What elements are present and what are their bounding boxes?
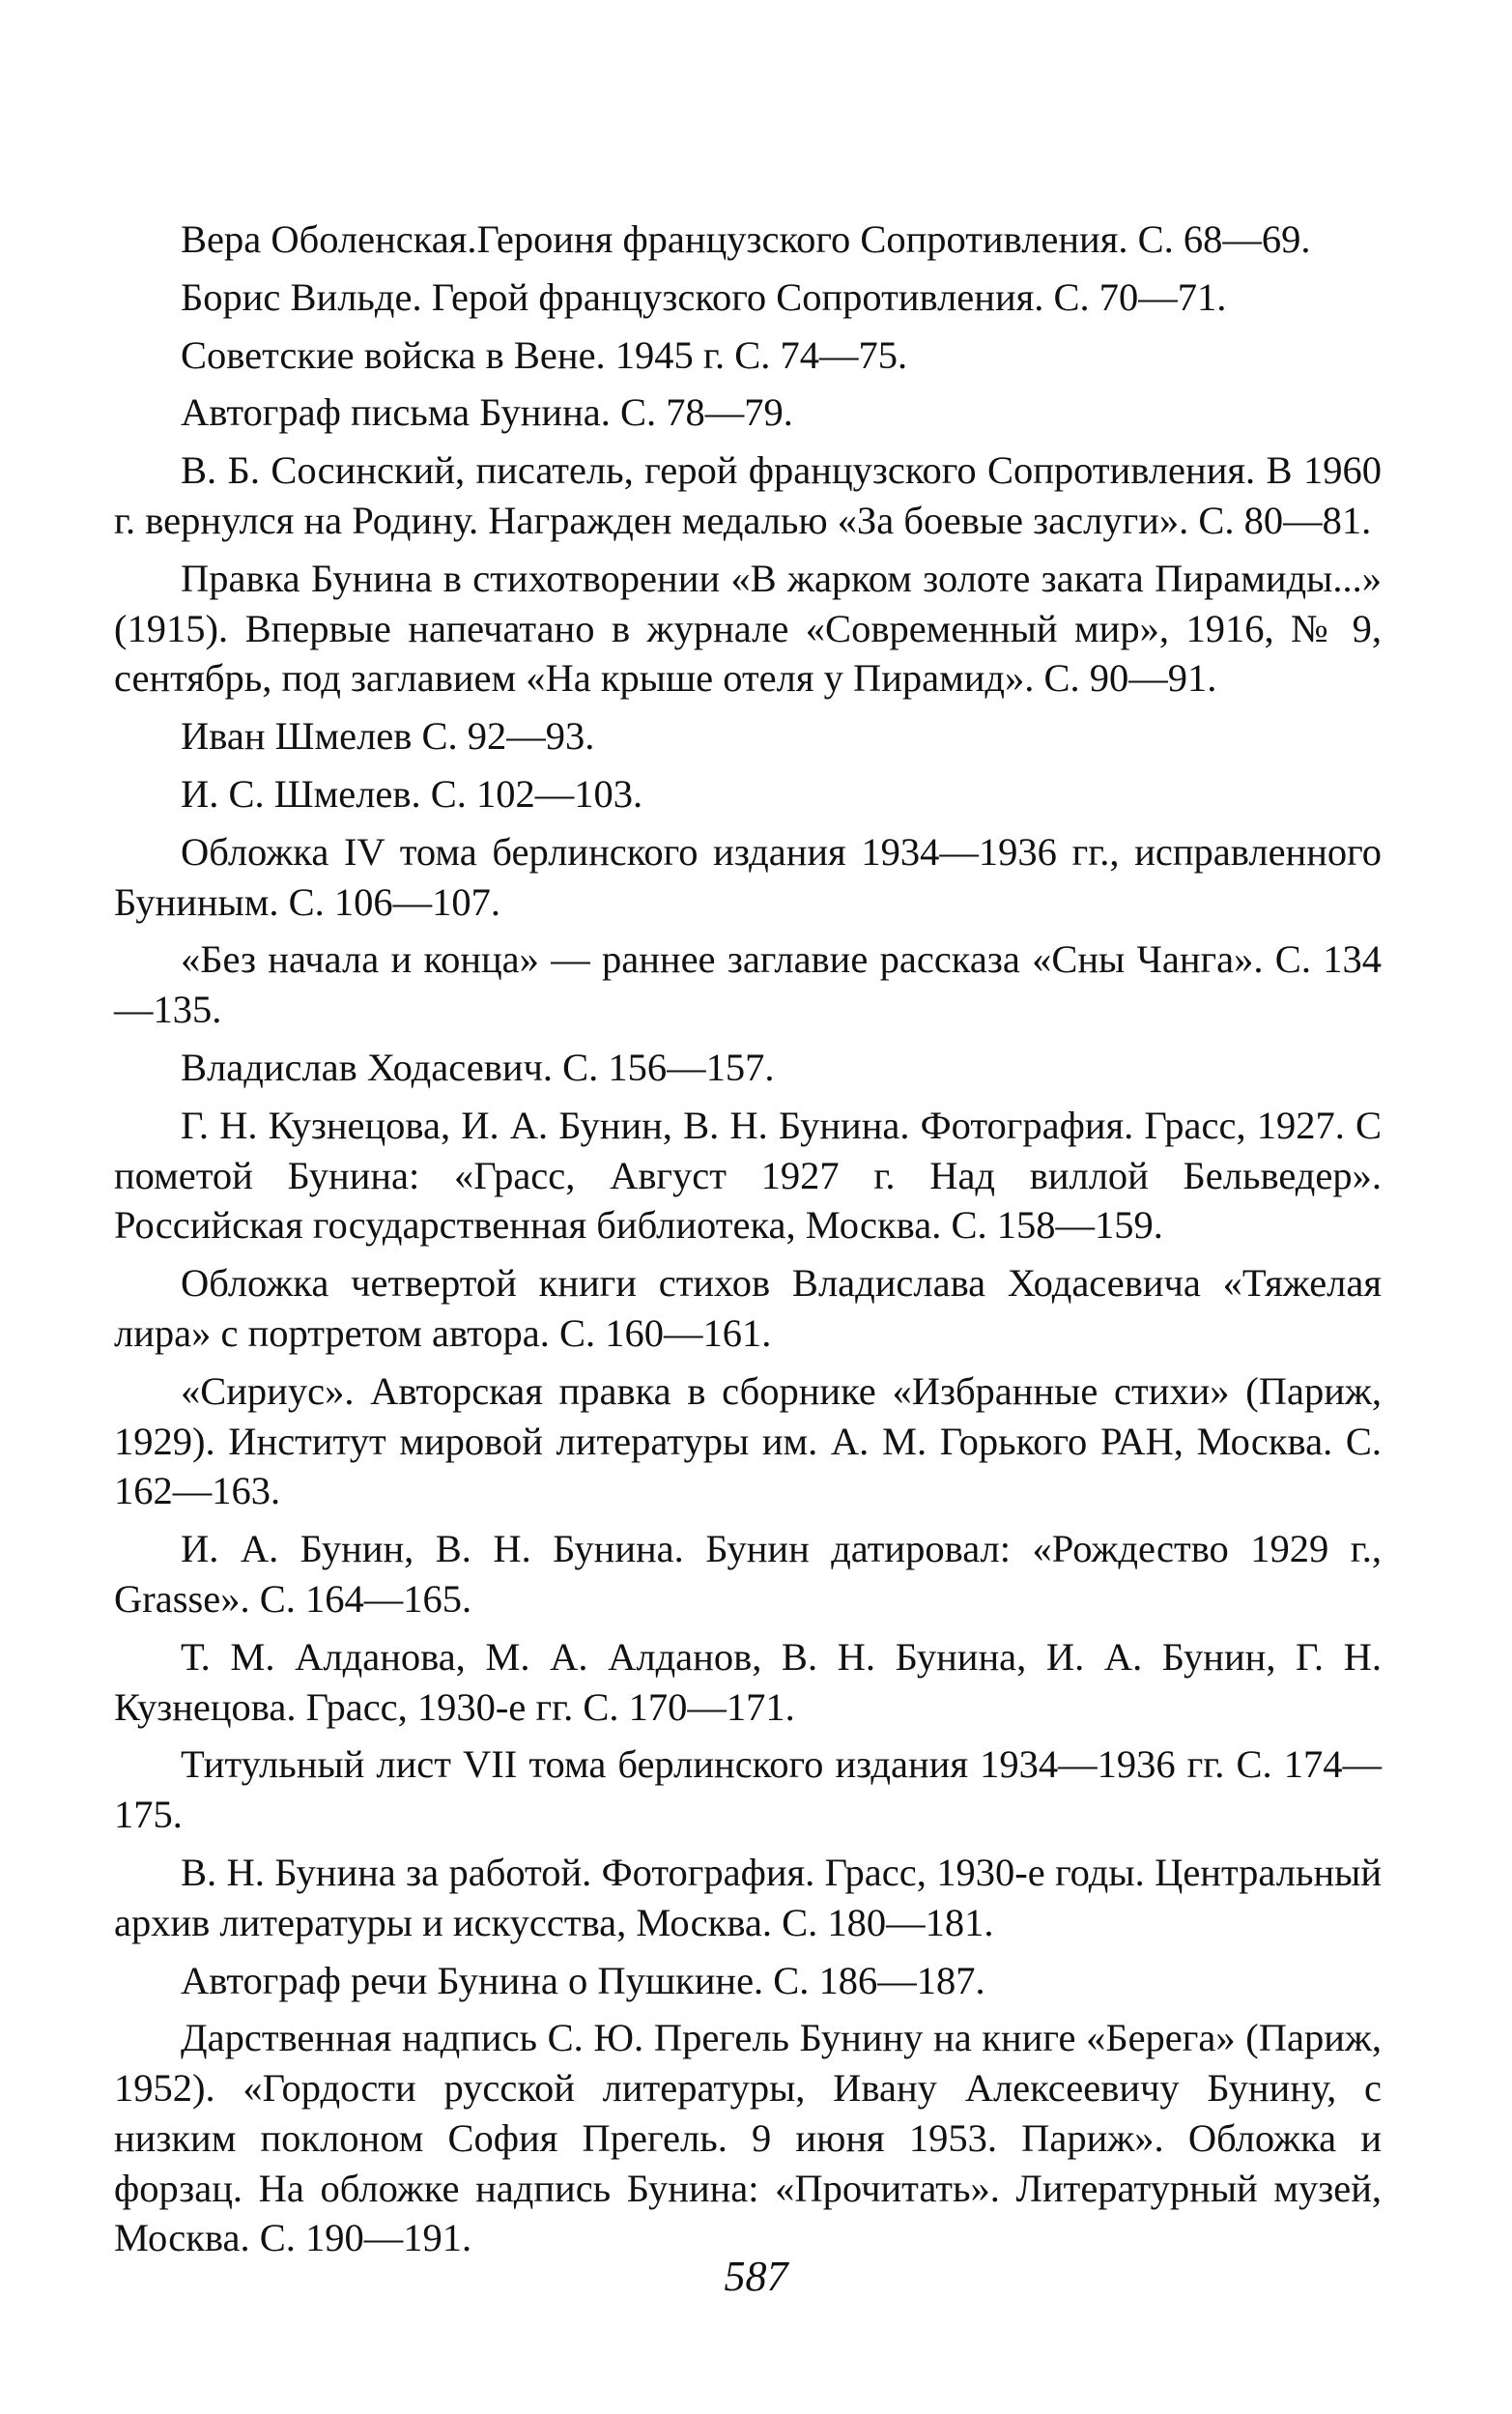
list-entry: Титульный лист VII тома берлинского издания 1934—1936 гг. С. 174—175. (114, 1742, 1382, 1837)
list-entry: «Без начала и конца» — раннее заглавие рассказа «Сны Чанга». С. 134—135. (114, 937, 1382, 1032)
page-number: 587 (724, 2253, 788, 2300)
list-entry: Советские войска в Вене. 1945 г. С. 74—75. (181, 332, 908, 377)
list-entry: И. С. Шмелев. С. 102—103. (181, 771, 643, 816)
list-entry: Дарственная надпись С. Ю. Прегель Бунину на книге «Берега» (Париж, 1952). «Гордости русской литературы, Ивану Алексеевичу Бунину, с низким поклоном София Прегель. 9 июня 1953. Париж». Обложка и форзац. На обложке надпись Бунина: «Прочитать». Литературный музей, Москва. С. 190—191. (114, 2016, 1382, 2260)
list-entry: Г. Н. Кузнецова, И. А. Бунин, В. Н. Бунина. Фотография. Грасс, 1927. С пометой Бунина: «Грасс, Август 1927 г. Над виллой Бельведер». Российская государственная библиотека, Москва. С. 158—159. (114, 1103, 1382, 1248)
list-entry: «Сириус». Авторская правка в сборнике «Избранные стихи» (Париж, 1929). Институт мировой литературы им. А. М. Горького РАН, Москва. С. 162—163. (114, 1368, 1382, 1513)
list-entry: Иван Шмелев С. 92—93. (181, 714, 595, 759)
list-entry: В. Б. Сосинский, писатель, герой французского Сопротивления. В 1960 г. вернулся на Родину. Награжден медалью «За боевые заслуги». С. 80—81. (114, 448, 1382, 542)
list-entry: Автограф письма Бунина. С. 78—79. (181, 390, 793, 435)
list-entry: Владислав Ходасевич. С. 156—157. (181, 1045, 775, 1089)
list-entry: Борис Вильде. Герой французского Сопротивления. С. 70—71. (181, 274, 1227, 319)
illustration-list (114, 215, 1382, 2271)
list-entry: Обложка IV тома берлинского издания 1934—1936 гг., исправленного Буниным. С. 106—107. (114, 829, 1382, 924)
list-entry: Правка Бунина в стихотворении «В жарком золоте заката Пирамиды...» (1915). Впервые напечатано в журнале «Современный мир», 1916, № 9, сентябрь, под заглавием «На крыше отеля у Пирамид». С. 90—91. (114, 556, 1382, 701)
list-entry: Вера Оболенская.Героиня французского Сопротивления. С. 68—69. (181, 217, 1311, 261)
list-entry: Автограф речи Бунина о Пушкине. С. 186—187. (181, 1958, 985, 2002)
list-entry: Обложка четвертой книги стихов Владислава Ходасевича «Тяжелая лира» с портретом автора. С. 160—161. (114, 1261, 1382, 1355)
list-entry: В. Н. Бунина за работой. Фотография. Грасс, 1930-е годы. Центральный архив литературы и искусства, Москва. С. 180—181. (114, 1850, 1382, 1944)
list-entry: Т. М. Алданова, М. А. Алданов, В. Н. Бунина, И. А. Бунин, Г. Н. Кузнецова. Грасс, 1930-е гг. С. 170—171. (114, 1634, 1382, 1729)
list-entry: И. А. Бунин, В. Н. Бунина. Бунин датировал: «Рождество 1929 г., Grasse». С. 164—165. (114, 1527, 1382, 1621)
